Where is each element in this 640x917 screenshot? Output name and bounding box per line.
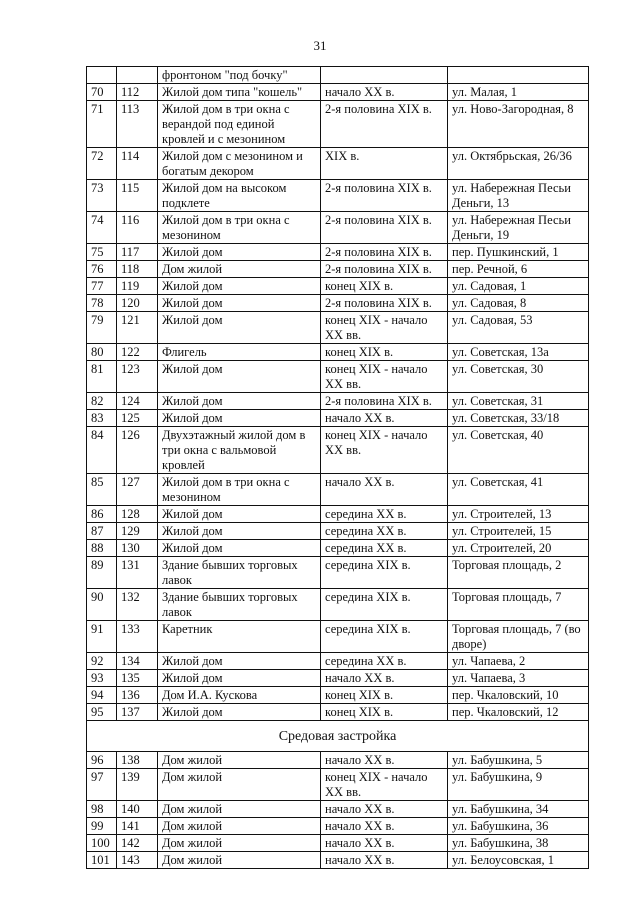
table-row bbox=[87, 670, 589, 687]
cell-registry-number: 115 bbox=[117, 180, 158, 212]
table-row bbox=[87, 84, 589, 101]
table-row bbox=[87, 589, 589, 621]
cell-registry-number: 137 bbox=[117, 704, 158, 721]
section-header-group bbox=[87, 721, 589, 752]
table-row bbox=[87, 852, 589, 869]
cell-address: пер. Пушкинский, 1 bbox=[448, 244, 589, 261]
table-row bbox=[87, 427, 589, 474]
cell-object-name: Жилой дом типа "кошель" bbox=[158, 84, 321, 101]
cell-object-name: Дом жилой bbox=[158, 852, 321, 869]
cell-number: 86 bbox=[87, 506, 117, 523]
cell-number: 91 bbox=[87, 621, 117, 653]
section-header-row bbox=[87, 721, 589, 752]
cell-registry-number: 117 bbox=[117, 244, 158, 261]
cell-address: ул. Набережная Песьи Деньги, 13 bbox=[448, 180, 589, 212]
cell-registry-number: 123 bbox=[117, 361, 158, 393]
cell-registry-number: 132 bbox=[117, 589, 158, 621]
cell-date: конец XIX - начало XX вв. bbox=[321, 427, 448, 474]
cell-registry-number: 114 bbox=[117, 148, 158, 180]
cell-date: XIX в. bbox=[321, 148, 448, 180]
table-body-section bbox=[87, 752, 589, 869]
cell-registry-number: 134 bbox=[117, 653, 158, 670]
cell-address bbox=[448, 67, 589, 84]
cell-address: ул. Садовая, 53 bbox=[448, 312, 589, 344]
table-row bbox=[87, 101, 589, 148]
cell-date: начало XX в. bbox=[321, 801, 448, 818]
cell-number: 79 bbox=[87, 312, 117, 344]
table-row bbox=[87, 687, 589, 704]
cell-registry-number: 129 bbox=[117, 523, 158, 540]
table-row bbox=[87, 704, 589, 721]
cell-address: ул. Советская, 33/18 bbox=[448, 410, 589, 427]
cell-object-name: Жилой дом bbox=[158, 410, 321, 427]
cell-address: ул. Бабушкина, 9 bbox=[448, 769, 589, 801]
cell-date: конец XIX в. bbox=[321, 687, 448, 704]
cell-number: 97 bbox=[87, 769, 117, 801]
cell-registry-number: 120 bbox=[117, 295, 158, 312]
cell-object-name: Жилой дом с мезонином и богатым декором bbox=[158, 148, 321, 180]
cell-number: 75 bbox=[87, 244, 117, 261]
table-row bbox=[87, 67, 589, 84]
cell-number: 99 bbox=[87, 818, 117, 835]
cell-date: начало XX в. bbox=[321, 84, 448, 101]
cell-object-name: Дом жилой bbox=[158, 261, 321, 278]
cell-registry-number: 141 bbox=[117, 818, 158, 835]
cell-registry-number: 112 bbox=[117, 84, 158, 101]
table-row bbox=[87, 410, 589, 427]
table-row bbox=[87, 523, 589, 540]
cell-number: 98 bbox=[87, 801, 117, 818]
table-row bbox=[87, 312, 589, 344]
cell-date: начало XX в. bbox=[321, 818, 448, 835]
cell-date: середина XX в. bbox=[321, 523, 448, 540]
cell-object-name: Двухэтажный жилой дом в три окна с вальмовой кровлей bbox=[158, 427, 321, 474]
cell-address: ул. Советская, 13а bbox=[448, 344, 589, 361]
cell-registry-number: 139 bbox=[117, 769, 158, 801]
table-row bbox=[87, 835, 589, 852]
cell-date: 2-я половина XIX в. bbox=[321, 212, 448, 244]
cell-address: ул. Советская, 31 bbox=[448, 393, 589, 410]
cell-number: 77 bbox=[87, 278, 117, 295]
cell-registry-number: 121 bbox=[117, 312, 158, 344]
cell-object-name: Дом жилой bbox=[158, 835, 321, 852]
cell-object-name: Жилой дом в три окна с мезонином bbox=[158, 212, 321, 244]
cell-object-name: Жилой дом bbox=[158, 361, 321, 393]
cell-date: конец XIX - начало XX вв. bbox=[321, 312, 448, 344]
cell-object-name: Жилой дом bbox=[158, 312, 321, 344]
cell-address: ул. Малая, 1 bbox=[448, 84, 589, 101]
cell-registry-number: 135 bbox=[117, 670, 158, 687]
cell-address: ул. Бабушкина, 34 bbox=[448, 801, 589, 818]
cell-registry-number: 127 bbox=[117, 474, 158, 506]
cell-number: 93 bbox=[87, 670, 117, 687]
cell-number: 95 bbox=[87, 704, 117, 721]
cell-date: 2-я половина XIX в. bbox=[321, 180, 448, 212]
cell-number: 76 bbox=[87, 261, 117, 278]
cell-date: начало XX в. bbox=[321, 474, 448, 506]
cell-object-name: Жилой дом bbox=[158, 244, 321, 261]
cell-date: середина XX в. bbox=[321, 540, 448, 557]
cell-number: 70 bbox=[87, 84, 117, 101]
cell-registry-number: 116 bbox=[117, 212, 158, 244]
cell-registry-number: 122 bbox=[117, 344, 158, 361]
table-row bbox=[87, 212, 589, 244]
table-row bbox=[87, 295, 589, 312]
cell-address: ул. Бабушкина, 36 bbox=[448, 818, 589, 835]
table-row bbox=[87, 361, 589, 393]
cell-address: ул. Советская, 30 bbox=[448, 361, 589, 393]
cell-registry-number: 125 bbox=[117, 410, 158, 427]
cell-address: ул. Советская, 41 bbox=[448, 474, 589, 506]
cell-date: середина XIX в. bbox=[321, 621, 448, 653]
cell-number: 81 bbox=[87, 361, 117, 393]
cell-date: конец XIX в. bbox=[321, 344, 448, 361]
cell-date: начало XX в. bbox=[321, 752, 448, 769]
cell-registry-number: 126 bbox=[117, 427, 158, 474]
cell-object-name: Жилой дом bbox=[158, 670, 321, 687]
cell-date: 2-я половина XIX в. bbox=[321, 101, 448, 148]
cell-address: ул. Строителей, 13 bbox=[448, 506, 589, 523]
cell-address: Торговая площадь, 7 (во дворе) bbox=[448, 621, 589, 653]
cell-date: начало XX в. bbox=[321, 852, 448, 869]
table-body-main bbox=[87, 67, 589, 721]
cell-date: конец XIX - начало XX вв. bbox=[321, 769, 448, 801]
cell-address: ул. Набережная Песьи Деньги, 19 bbox=[448, 212, 589, 244]
cell-number: 72 bbox=[87, 148, 117, 180]
cell-object-name: Жилой дом bbox=[158, 540, 321, 557]
heritage-objects-table bbox=[86, 66, 589, 869]
cell-object-name: Каретник bbox=[158, 621, 321, 653]
cell-address: ул. Ново-Загородная, 8 bbox=[448, 101, 589, 148]
table-row bbox=[87, 180, 589, 212]
cell-number: 89 bbox=[87, 557, 117, 589]
cell-number: 90 bbox=[87, 589, 117, 621]
table-row bbox=[87, 393, 589, 410]
cell-registry-number: 130 bbox=[117, 540, 158, 557]
cell-object-name: фронтоном "под бочку" bbox=[158, 67, 321, 84]
cell-date: конец XIX в. bbox=[321, 278, 448, 295]
cell-address: ул. Чапаева, 3 bbox=[448, 670, 589, 687]
table-row bbox=[87, 261, 589, 278]
cell-registry-number: 124 bbox=[117, 393, 158, 410]
cell-address: Торговая площадь, 2 bbox=[448, 557, 589, 589]
cell-number: 78 bbox=[87, 295, 117, 312]
cell-date: конец XIX - начало XX вв. bbox=[321, 361, 448, 393]
cell-address: ул. Строителей, 20 bbox=[448, 540, 589, 557]
cell-registry-number: 119 bbox=[117, 278, 158, 295]
cell-object-name: Флигель bbox=[158, 344, 321, 361]
cell-object-name: Здание бывших торговых лавок bbox=[158, 589, 321, 621]
cell-date: начало XX в. bbox=[321, 835, 448, 852]
cell-address: ул. Бабушкина, 5 bbox=[448, 752, 589, 769]
cell-registry-number: 140 bbox=[117, 801, 158, 818]
cell-address: пер. Чкаловский, 12 bbox=[448, 704, 589, 721]
cell-address: ул. Бабушкина, 38 bbox=[448, 835, 589, 852]
page-number: 31 bbox=[313, 38, 327, 53]
table-row bbox=[87, 653, 589, 670]
table-row bbox=[87, 540, 589, 557]
table-row bbox=[87, 801, 589, 818]
table-row bbox=[87, 818, 589, 835]
section-title: Средовая застройка bbox=[87, 721, 589, 752]
cell-date: начало XX в. bbox=[321, 670, 448, 687]
cell-number: 83 bbox=[87, 410, 117, 427]
cell-number: 82 bbox=[87, 393, 117, 410]
table-row bbox=[87, 506, 589, 523]
table-row bbox=[87, 244, 589, 261]
cell-date: 2-я половина XIX в. bbox=[321, 244, 448, 261]
table-row bbox=[87, 621, 589, 653]
cell-number: 80 bbox=[87, 344, 117, 361]
cell-date: 2-я половина XIX в. bbox=[321, 295, 448, 312]
cell-number: 71 bbox=[87, 101, 117, 148]
cell-object-name: Жилой дом bbox=[158, 278, 321, 295]
cell-date: середина XX в. bbox=[321, 506, 448, 523]
cell-date bbox=[321, 67, 448, 84]
cell-registry-number: 138 bbox=[117, 752, 158, 769]
cell-address: пер. Речной, 6 bbox=[448, 261, 589, 278]
cell-date: середина XX в. bbox=[321, 653, 448, 670]
cell-number: 88 bbox=[87, 540, 117, 557]
cell-address: ул. Садовая, 8 bbox=[448, 295, 589, 312]
cell-date: середина XIX в. bbox=[321, 589, 448, 621]
cell-object-name: Дом жилой bbox=[158, 801, 321, 818]
cell-address: ул. Строителей, 15 bbox=[448, 523, 589, 540]
cell-object-name: Жилой дом bbox=[158, 295, 321, 312]
cell-registry-number: 128 bbox=[117, 506, 158, 523]
cell-registry-number: 131 bbox=[117, 557, 158, 589]
cell-date: начало XX в. bbox=[321, 410, 448, 427]
cell-object-name: Здание бывших торговых лавок bbox=[158, 557, 321, 589]
table-row bbox=[87, 474, 589, 506]
cell-number: 85 bbox=[87, 474, 117, 506]
cell-object-name: Жилой дом bbox=[158, 506, 321, 523]
cell-address: ул. Белоусовская, 1 bbox=[448, 852, 589, 869]
cell-registry-number: 113 bbox=[117, 101, 158, 148]
cell-object-name: Жилой дом bbox=[158, 653, 321, 670]
cell-object-name: Дом И.А. Кускова bbox=[158, 687, 321, 704]
cell-address: ул. Садовая, 1 bbox=[448, 278, 589, 295]
cell-registry-number: 136 bbox=[117, 687, 158, 704]
cell-registry-number: 133 bbox=[117, 621, 158, 653]
cell-address: ул. Советская, 40 bbox=[448, 427, 589, 474]
cell-date: 2-я половина XIX в. bbox=[321, 261, 448, 278]
table-row bbox=[87, 752, 589, 769]
table-row bbox=[87, 557, 589, 589]
cell-object-name: Жилой дом bbox=[158, 523, 321, 540]
cell-date: 2-я половина XIX в. bbox=[321, 393, 448, 410]
cell-object-name: Дом жилой bbox=[158, 818, 321, 835]
cell-registry-number bbox=[117, 67, 158, 84]
cell-number: 94 bbox=[87, 687, 117, 704]
cell-registry-number: 118 bbox=[117, 261, 158, 278]
cell-number: 84 bbox=[87, 427, 117, 474]
table-row bbox=[87, 278, 589, 295]
cell-number: 87 bbox=[87, 523, 117, 540]
table-row bbox=[87, 769, 589, 801]
cell-address: ул. Чапаева, 2 bbox=[448, 653, 589, 670]
cell-object-name: Жилой дом на высоком подклете bbox=[158, 180, 321, 212]
cell-date: середина XIX в. bbox=[321, 557, 448, 589]
cell-address: ул. Октябрьская, 26/36 bbox=[448, 148, 589, 180]
cell-number bbox=[87, 67, 117, 84]
table-row bbox=[87, 148, 589, 180]
cell-number: 73 bbox=[87, 180, 117, 212]
cell-registry-number: 143 bbox=[117, 852, 158, 869]
cell-number: 92 bbox=[87, 653, 117, 670]
cell-object-name: Жилой дом в три окна с верандой под единой кровлей и с мезонином bbox=[158, 101, 321, 148]
cell-address: пер. Чкаловский, 10 bbox=[448, 687, 589, 704]
cell-number: 100 bbox=[87, 835, 117, 852]
cell-object-name: Дом жилой bbox=[158, 752, 321, 769]
table-row bbox=[87, 344, 589, 361]
cell-object-name: Дом жилой bbox=[158, 769, 321, 801]
cell-number: 101 bbox=[87, 852, 117, 869]
cell-object-name: Жилой дом в три окна с мезонином bbox=[158, 474, 321, 506]
cell-date: конец XIX в. bbox=[321, 704, 448, 721]
cell-number: 74 bbox=[87, 212, 117, 244]
cell-object-name: Жилой дом bbox=[158, 393, 321, 410]
cell-object-name: Жилой дом bbox=[158, 704, 321, 721]
cell-registry-number: 142 bbox=[117, 835, 158, 852]
cell-address: Торговая площадь, 7 bbox=[448, 589, 589, 621]
cell-number: 96 bbox=[87, 752, 117, 769]
